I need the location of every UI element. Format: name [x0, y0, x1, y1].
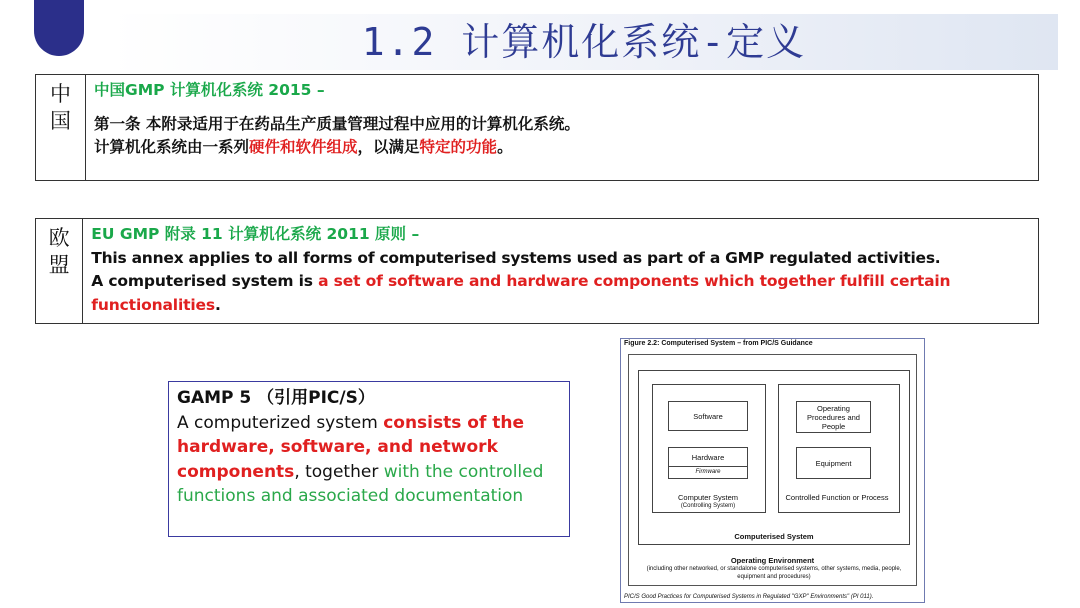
eu-gmp-heading: EU GMP 附录 11 计算机化系统 2011 原则 – — [91, 225, 420, 243]
china-gmp-line1: 第一条 本附录适用于在药品生产质量管理过程中应用的计算机化系统。 — [94, 114, 580, 133]
controlled-function-label: Controlled Function or Process — [785, 493, 889, 502]
eu-gmp-content — [83, 219, 1038, 323]
gamp5-heading: GAMP 5 （引用PIC/S） — [177, 388, 375, 408]
operating-environment-label: Operating Environment — [730, 556, 815, 565]
computerised-system-label: Computerised System — [734, 532, 814, 541]
china-gmp-box — [35, 74, 1039, 181]
equipment-block: Equipment — [796, 447, 871, 479]
hardware-block: Hardware — [668, 447, 748, 467]
text-span: ，以满足 — [357, 138, 420, 156]
text-span: A computerized system — [177, 412, 384, 433]
procedures-block: Operating Procedures and People — [796, 401, 871, 433]
computer-system-label: Computer System — [677, 493, 739, 502]
figure-caption: Figure 2.2: Computerised System – from PIC/S Guidance — [624, 340, 813, 347]
region-char: 国 — [50, 109, 71, 133]
text-span: A computerised system is — [91, 272, 319, 290]
text-span: 计算机化系统由一系列 — [94, 138, 250, 156]
highlight-span: a set of software and hardware components which together fulfill certain functionalities — [91, 272, 951, 314]
region-label-china — [36, 75, 86, 180]
gamp5-text — [177, 411, 561, 509]
region-char: 中 — [50, 82, 71, 106]
highlight-span: consists of the hardware, software, and network components — [177, 412, 525, 482]
china-gmp-line2 — [94, 136, 580, 160]
gamp5-box — [168, 381, 570, 537]
pics-figure — [620, 338, 925, 603]
text-span: . — [214, 295, 221, 314]
eu-gmp-line1: This annex applies to all forms of computerised systems used as part of a GMP regulated activities. — [91, 248, 941, 267]
figure-footer: PIC/S Good Practices for Computerised Systems in Regulated "GXP" Environments" (PI 011). — [624, 594, 874, 600]
green-span: with the controlled functions and associated documentation — [177, 461, 544, 506]
controlling-system-label: (Controlling System) — [680, 503, 736, 509]
slide-title: 1.2 计算机化系统-定义 — [361, 20, 807, 64]
china-gmp-heading: 中国GMP 计算机化系统 2015 – — [94, 81, 325, 99]
highlight-span: 特定的功能 — [419, 138, 498, 156]
operating-environment-note: (including other networked, or standalone computerised systems, other systems, media, people, equipment and procedures) — [646, 566, 902, 580]
text-span: , together — [294, 461, 384, 482]
region-label-eu — [36, 219, 83, 323]
text-span: 。 — [497, 138, 513, 156]
highlight-span: 硬件和软件组成 — [249, 138, 358, 156]
china-gmp-content — [86, 75, 588, 180]
firmware-block: Firmware — [668, 466, 748, 479]
corner-decoration — [34, 0, 84, 56]
software-block: Software — [668, 401, 748, 431]
region-char: 欧 — [48, 226, 70, 250]
eu-gmp-box — [35, 218, 1039, 324]
region-char: 盟 — [48, 253, 70, 277]
eu-gmp-line2 — [91, 270, 1030, 317]
